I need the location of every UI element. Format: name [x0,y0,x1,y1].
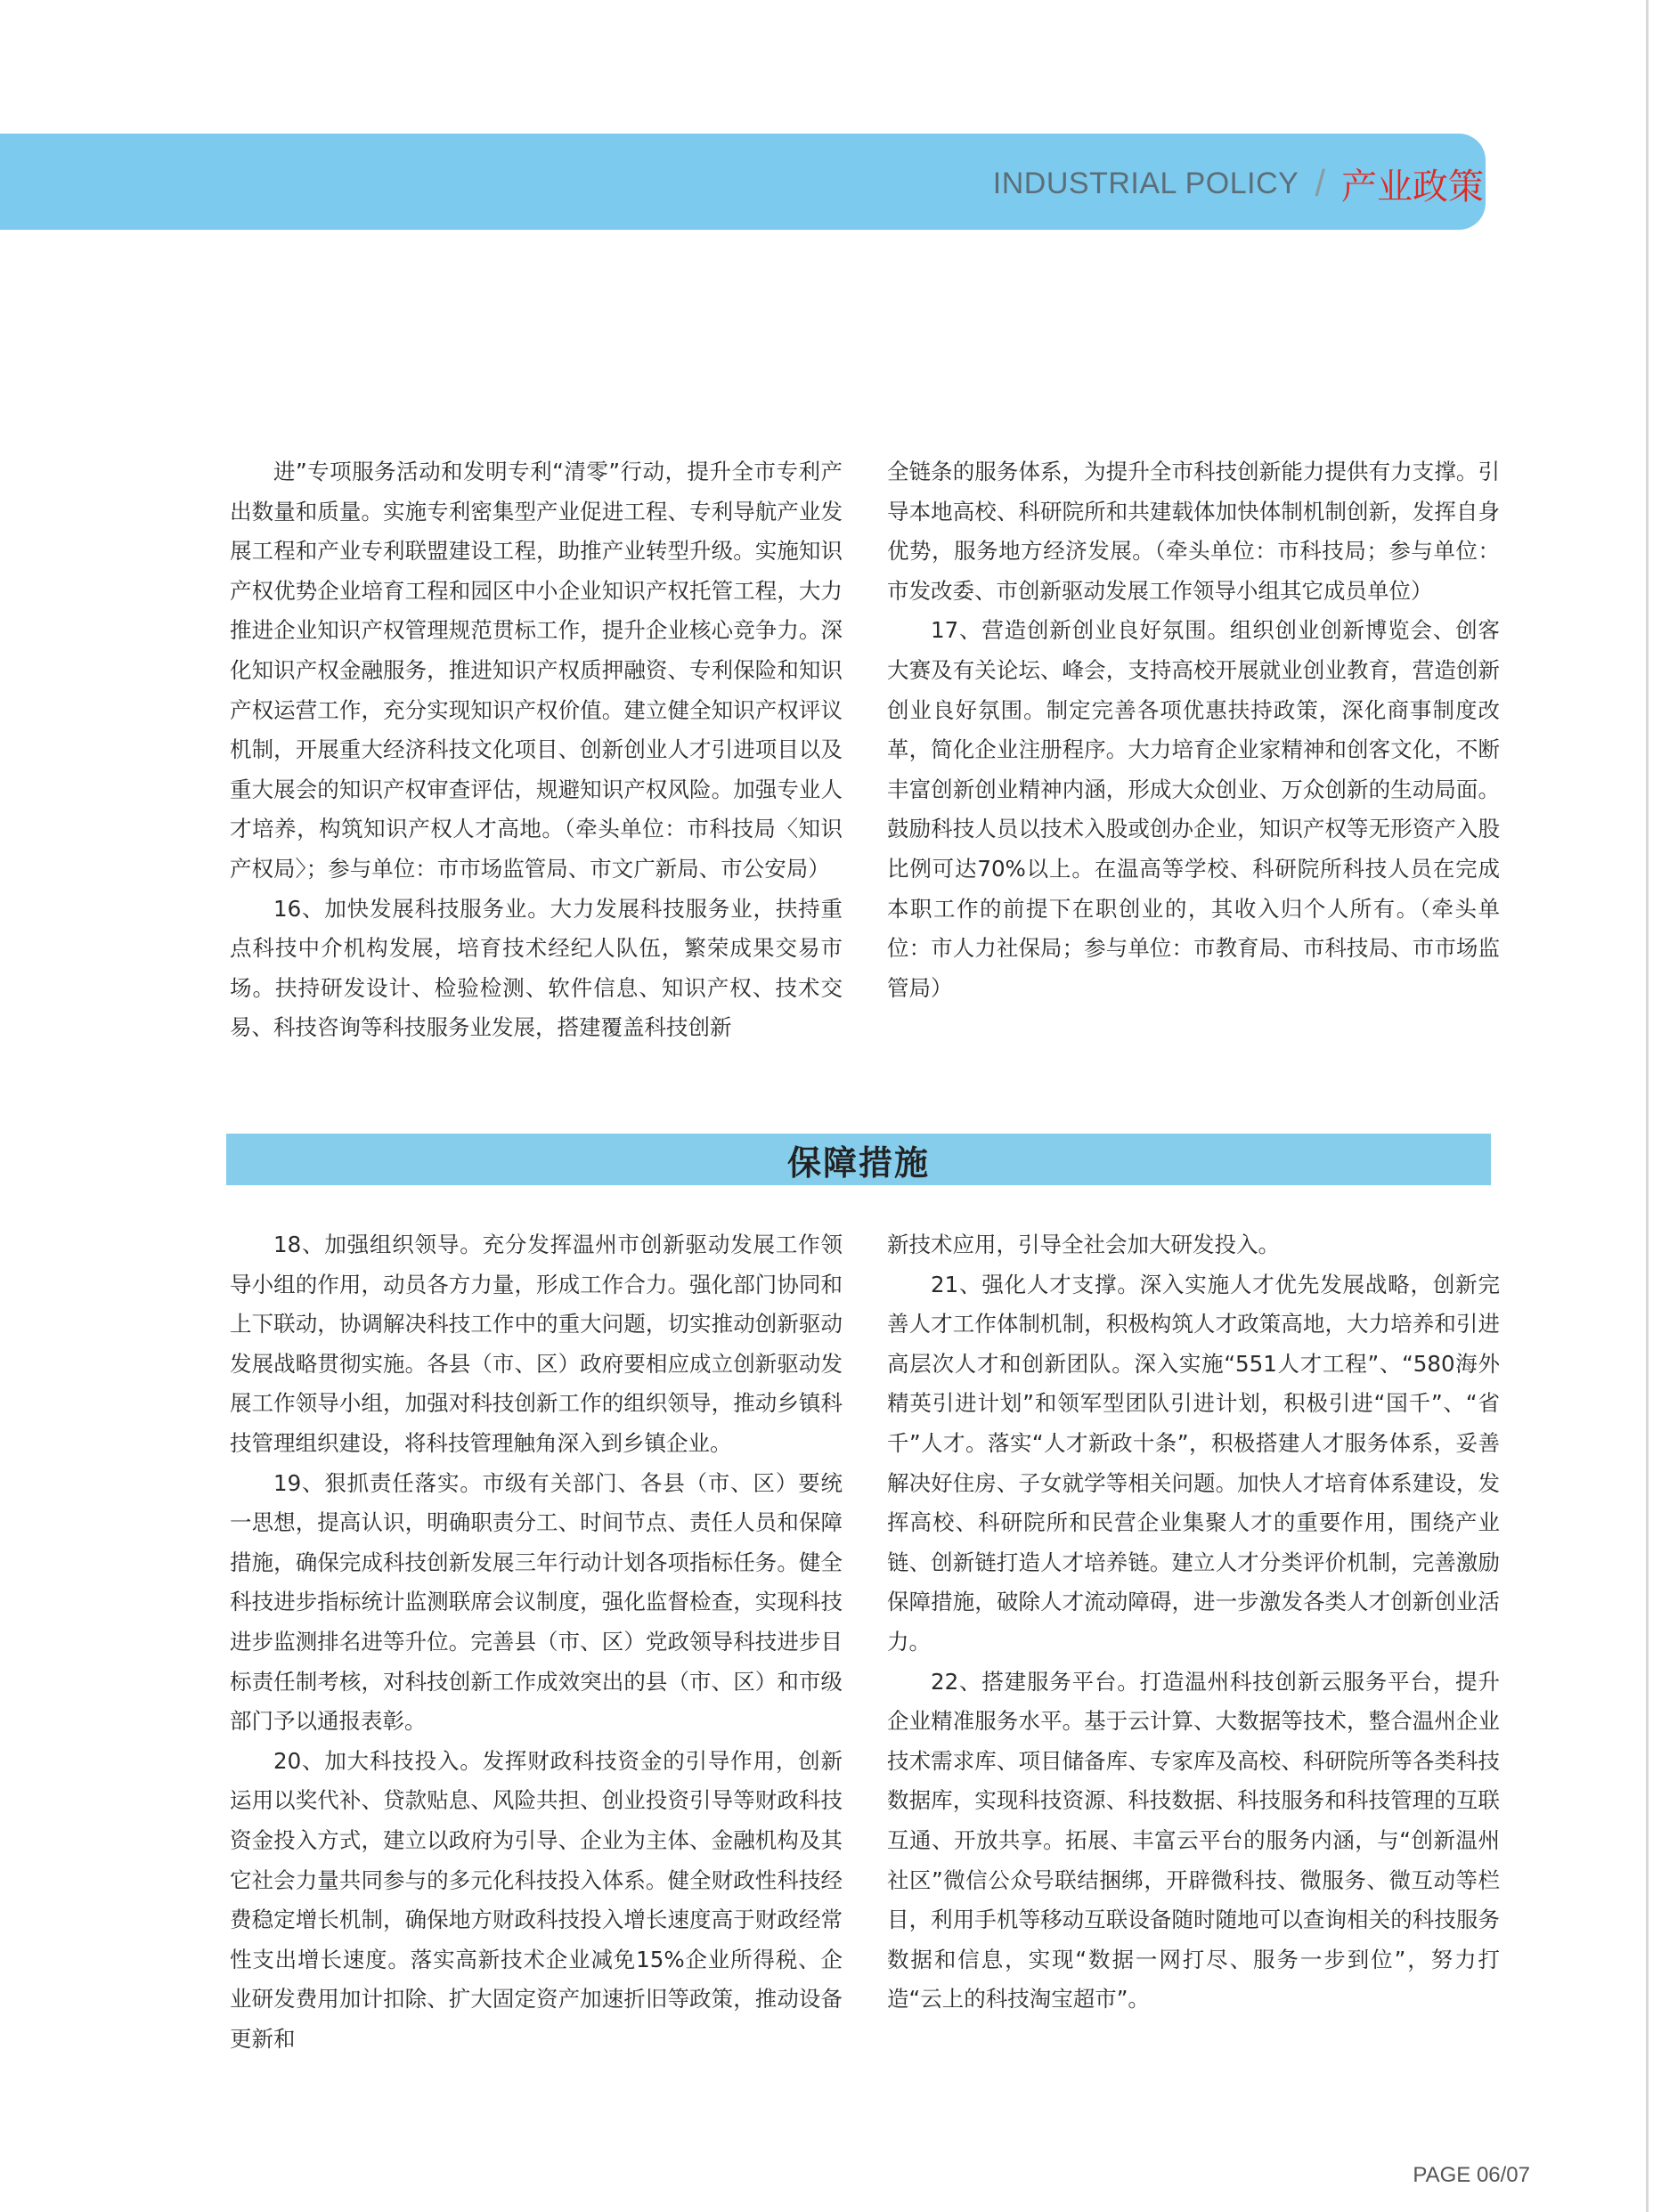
header-separator: / [1315,162,1325,204]
section-title: 保障措施 [786,1143,930,1183]
paragraph-15-continued: 进”专项服务活动和发明专利“清零”行动，提升全市专利产出数量和质量。实施专利密集型产业促进工程、专利导航产业发展工程和产业专利联盟建设工程，助推产业转型升级。实施知识产权优势企业培育工程和园区中小企业知识产权托管工程，大力推进企业知识产权管理规范贯标工作，提升企业核心竞争力。深化知识产权金融服务，推进知识产权质押融资、专利保险和知识产权运营工作，充分实现知识产权价值。建立健全知识产权评议机制，开展重大经济科技文化项目、创新创业人才引进项目以及重大展会的知识产权审查评估，规避知识产权风险。加强专业人才培养，构筑知识产权人才高地。（牵头单位：市科技局〈知识产权局〉；参与单位：市市场监管局、市文广新局、市公安局） [230,459,843,882]
paragraph-16: 16、加快发展科技服务业。大力发展科技服务业，扶持重点科技中介机构发展，培育技术经纪人队伍，繁荣成果交易市场。扶持研发设计、检验检测、软件信息、知识产权、技术交易、科技咨询等科技服务业发展，搭建覆盖科技创新 [230,895,843,1041]
paragraph-16-continued: 全链条的服务体系，为提升全市科技创新能力提供有力支撑。引导本地高校、科研院所和共建载体加快体制机制创新，发挥自身优势，服务地方经济发展。（牵头单位：市科技局；参与单位：市发改委、市创新驱动发展工作领导小组其它成员单位） [887,459,1500,604]
paragraph-21: 21、强化人才支撑。深入实施人才优先发展战略，创新完善人才工作体制机制，积极构筑人才政策高地，大力培养和引进高层次人才和创新团队。深入实施“551人才工程”、“580海外精英引进计划”和领军型团队引进计划，积极引进“国千”、“省千”人才。落实“人才新政十条”，积极搭建人才服务体系，妥善解决好住房、子女就学等相关问题。加快人才培育体系建设，发挥高校、科研院所和民营企业集聚人才的重要作用，围绕产业链、创新链打造人才培养链。建立人才分类评价机制，完善激励保障措施，破除人才流动障碍，进一步激发各类人才创新创业活力。 [887,1271,1500,1655]
page-number: PAGE 06/07 [1413,2163,1530,2187]
paragraph-18: 18、加强组织领导。充分发挥温州市创新驱动发展工作领导小组的作用，动员各方力量，形成工作合力。强化部门协同和上下联动，协调解决科技工作中的重大问题，切实推动创新驱动发展战略贯彻实施。各县（市、区）政府要相应成立创新驱动发展工作领导小组，加强对科技创新工作的组织领导，推动乡镇科技管理组织建设，将科技管理触角深入到乡镇企业。 [230,1232,843,1456]
header-title [993,159,1484,208]
section-band [226,1134,1491,1185]
top-right-column [887,452,1500,1008]
paragraph-22: 22、搭建服务平台。打造温州科技创新云服务平台，提升企业精准服务水平。基于云计算、大数据等技术，整合温州企业技术需求库、项目储备库、专家库及高校、科研院所等各类科技数据库，实现科技资源、科技数据、科技服务和科技管理的互联互通、开放共享。拓展、丰富云平台的服务内涵，与“创新温州社区”微信公众号联结捆绑，开辟微科技、微服务、微互动等栏目，利用手机等移动互联设备随时随地可以查询相关的科技服务数据和信息，实现“数据一网打尽、服务一步到位”，努力打造“云上的科技淘宝超市”。 [887,1668,1500,2013]
header-title-en: INDUSTRIAL POLICY [992,166,1299,200]
top-left-column [230,452,843,1048]
header-title-zh: 产业政策 [1341,166,1484,207]
paragraph-19: 19、狠抓责任落实。市级有关部门、各县（市、区）要统一思想，提高认识，明确职责分工、时间节点、责任人员和保障措施，确保完成科技创新发展三年行动计划各项指标任务。健全科技进步指标统计监测联席会议制度，强化监督检查，实现科技进步监测排名进等升位。完善县（市、区）党政领导科技进步目标责任制考核，对科技创新工作成效突出的县（市、区）和市级部门予以通报表彰。 [230,1469,843,1735]
bottom-left-column [230,1225,843,2059]
bottom-right-column [887,1225,1500,2020]
page-edge-line [1646,0,1649,2212]
paragraph-20: 20、加大科技投入。发挥财政科技资金的引导作用，创新运用以奖代补、贷款贴息、风险共担、创业投资引导等财政科技资金投入方式，建立以政府为引导、企业为主体、金融机构及其它社会力量共同参与的多元化科技投入体系。健全财政性科技经费稳定增长机制，确保地方财政科技投入增长速度高于财政经常性支出增长速度。落实高新技术企业减免15%企业所得税、企业研发费用加计扣除、扩大固定资产加速折旧等政策，推动设备更新和 [230,1747,843,2052]
paragraph-20-continued: 新技术应用，引导全社会加大研发投入。 [887,1232,1280,1257]
paragraph-17: 17、营造创新创业良好氛围。组织创业创新博览会、创客大赛及有关论坛、峰会，支持高校开展就业创业教育，营造创新创业良好氛围。制定完善各项优惠扶持政策，深化商事制度改革，简化企业注册程序。大力培育企业家精神和创客文化，不断丰富创新创业精神内涵，形成大众创业、万众创新的生动局面。鼓励科技人员以技术入股或创办企业，知识产权等无形资产入股比例可达70%以上。在温高等学校、科研院所科技人员在完成本职工作的前提下在职创业的，其收入归个人所有。（牵头单位：市人力社保局；参与单位：市教育局、市科技局、市市场监管局） [887,617,1500,1001]
